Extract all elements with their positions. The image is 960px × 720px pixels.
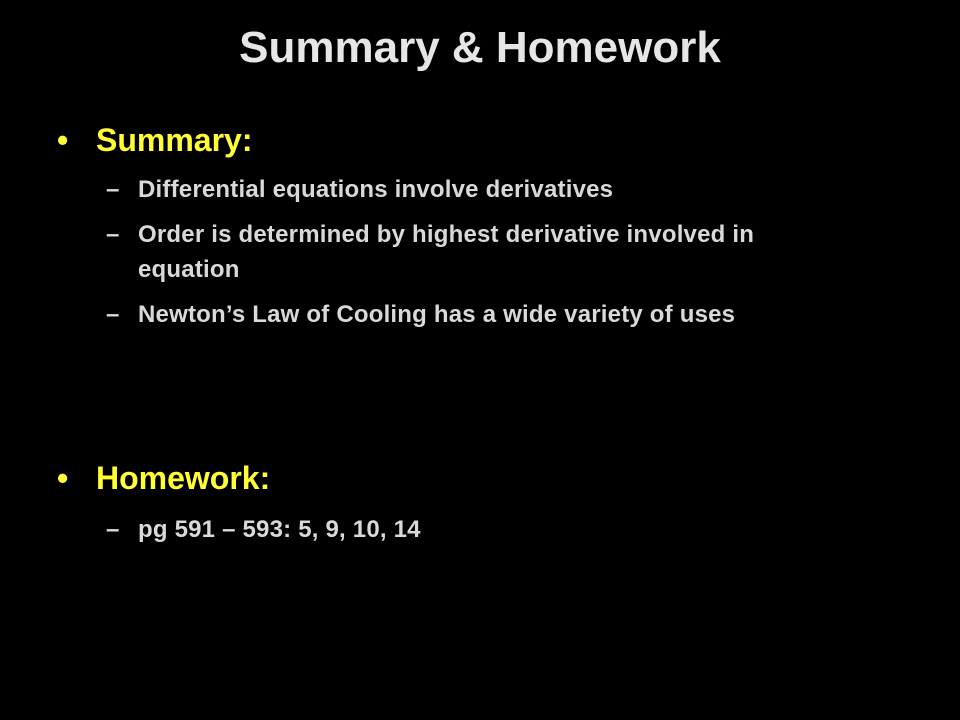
dash-icon: – — [106, 301, 120, 328]
summary-bullet — [0, 118, 960, 162]
summary-section — [0, 118, 960, 332]
slide-title: Summary & Homework — [239, 23, 721, 72]
homework-item — [0, 512, 960, 547]
homework-heading: Homework: — [96, 460, 271, 496]
bullet-icon: • — [57, 460, 69, 496]
homework-list — [0, 512, 960, 547]
summary-item-text: Newton’s Law of Cooling has a wide variety of uses — [138, 301, 736, 328]
bullet-icon: • — [57, 122, 69, 158]
summary-item-text: Differential equations involve derivatives — [138, 176, 614, 203]
homework-section — [0, 456, 960, 547]
dash-icon: – — [106, 516, 120, 543]
summary-item — [0, 172, 960, 207]
summary-heading: Summary: — [96, 122, 253, 158]
summary-item-text: Order is determined by highest derivative involved in equation — [138, 221, 755, 283]
summary-list — [0, 172, 960, 332]
homework-bullet — [0, 456, 960, 500]
dash-icon: – — [106, 176, 120, 203]
summary-item — [0, 217, 960, 287]
homework-item-text: pg 591 – 593: 5, 9, 10, 14 — [138, 516, 421, 543]
dash-icon: – — [106, 221, 120, 248]
summary-item — [0, 297, 960, 332]
